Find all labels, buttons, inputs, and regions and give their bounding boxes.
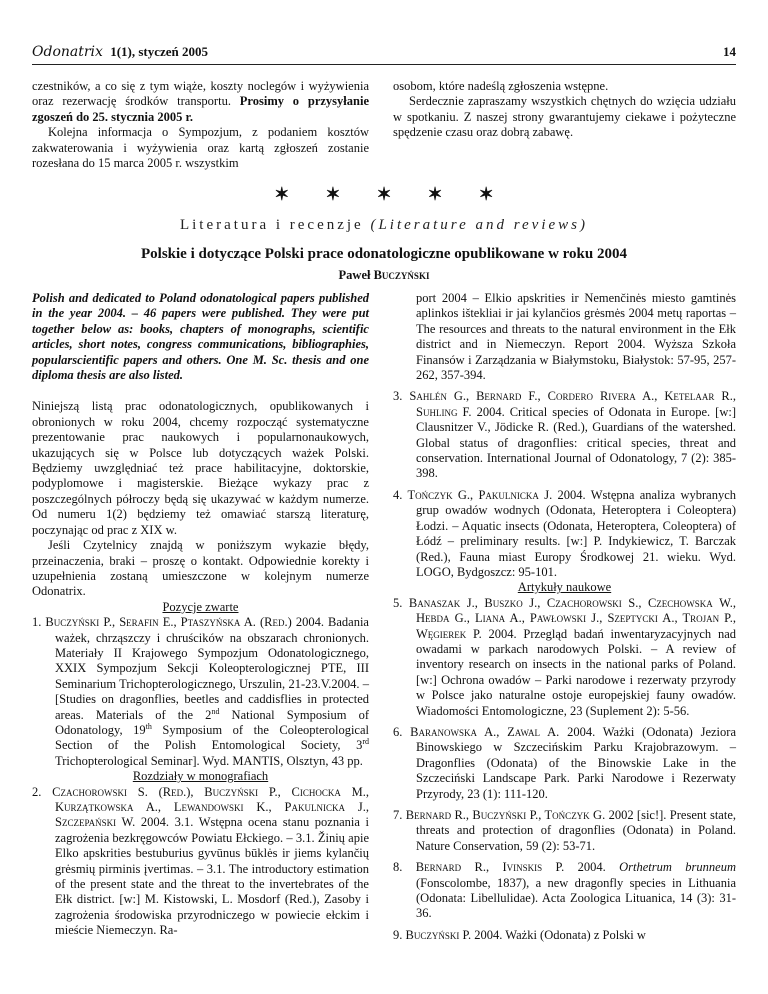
deadline-note: Prosimy o przysyłanie zgoszeń do 25. stycznia 2005 r. xyxy=(32,94,369,124)
reference-continuation: port 2004 – Elkio apskrities ir Nemenčinės miesto gamtinės aplinkos ištekliai ir jai kylančios grėsmės 2004 metų raportas – The resources and threats to the natural environment in the Ełk district and in Niemeczyn. Report 2004. Wyższa Szkoła Finansów i Zarządzania w Białymstoku, Białystok: 57-95, 257-262, 357-394. xyxy=(416,291,736,383)
paper-author xyxy=(0,268,768,283)
section-title-pl: Literatura i recenzje xyxy=(179,217,364,233)
ref-authors: 5. Banaszak J., Buszko J., Czachorowski S., Czechowska W., Hebda G., Liana A., Pawłowski J., Szeptycki A., Trojan P., Węgierek P. xyxy=(393,595,736,641)
ref-text: 2004. xyxy=(564,860,620,875)
paper-title: Polskie i dotyczące Polski prace odonatologiczne opublikowane w roku 2004 xyxy=(141,246,627,262)
top-right-paragraph-1: osobom, które nadeślą zgłoszenia wstępne. xyxy=(393,79,609,93)
ref-text: Symposium of the Coleopterological Section of the Polish Entomological Society, 3 xyxy=(55,722,369,753)
reference-item xyxy=(393,389,736,481)
top-right-column xyxy=(393,79,736,141)
heading-books: Pozycje zwarte xyxy=(162,599,239,614)
reference-item xyxy=(32,785,369,939)
reference-item xyxy=(393,725,736,802)
ref-authors: 4. Tończyk G., Pakulnicka J. xyxy=(393,487,553,502)
reference-item xyxy=(393,596,736,719)
ref-authors: 1. Buczyński P., Serafin E., Ptaszyńska A. (Red.) xyxy=(32,615,292,630)
errata-paragraph: Jeśli Czytelnicy znajdą w poniższym wykazie błędy, przeinaczenia, braki – proszę o kontakt. Odpowiednie korekty i uzupełnienia zostaną umieszczone w kolejnym numerze Odonatrix. xyxy=(32,538,369,599)
reference-item xyxy=(393,928,736,943)
ref-text: 2004. Badania ważek, chrząszczy i chruścików na obszarach chronionych. Materiały II Krajowego Sympozjum Odonatologicznego, XXIX Sympozjum Sekcji Koleopterologicznej PTE, III Seminarium Trichopterologicznego, Urszulin, 21-23.V.2004. – [Studies on dragonflies, beetles and caddisflies in protected areas. Materials of the 2 xyxy=(55,615,369,722)
ref-text: Trichopterological Seminar]. Wyd. MANTIS, Olsztyn, 43 pp. xyxy=(55,753,363,768)
top-right-paragraph-2: Serdecznie zapraszamy wszystkich chętnych do wzięcia udziału w spotkaniu. Z naszej strony gwarantujemy ciekawe i pożyteczne spędzenie czasu oraz dobrą zabawę. xyxy=(393,94,736,140)
abstract: Polish and dedicated to Poland odonatological papers published in the year 2004. – 46 papers were published. They were put together below as: books, chapters of monographs, scientific articles, short notes, congress communications, bibliographies, popularscientific papers and others. One M. Sc. thesis and one diploma thesis are also listed. xyxy=(32,291,369,383)
star-icon: ✶ xyxy=(376,184,392,204)
star-icon: ✶ xyxy=(325,184,341,204)
author-last-name: Buczyński xyxy=(373,268,430,282)
ref-sup: rd xyxy=(362,737,369,747)
ref-authors: 8. Bernard R., Ivinskis P. xyxy=(393,860,565,875)
species-name: Orthetrum brunneum xyxy=(619,860,736,875)
ref-authors: 9. Buczyński P. xyxy=(393,927,472,942)
star-icon: ✶ xyxy=(427,184,443,204)
section-title xyxy=(0,217,768,234)
reference-item xyxy=(32,615,369,769)
ref-authors: 7. Bernard R., Buczyński P., Tończyk G. xyxy=(393,808,606,822)
header-rule xyxy=(32,64,736,65)
issue-info: 1(1), styczeń 2005 xyxy=(110,44,209,59)
ref-sup: nd xyxy=(211,706,220,716)
heading-chapters: Rozdziały w monografiach xyxy=(132,769,269,784)
ref-text: 2004. Critical species of Odonata in Europe. [w:] Clausnitzer V., Jödicke R. (Red.), Guardians of the watershed. Global status of dragonflies: critical species, threat and conservation. International Journal of Odonatology, 7 (2): 385-398. xyxy=(416,404,736,481)
intro-paragraph: Niniejszą listą prac odonatologicznych, opublikowanych i obronionych w roku 2004, chcemy rozpocząć systematyczne prezentowanie prac naukowych i popularnonaukowych, ukazujących się w Polsce lub dotyczących ważek Polski. Będziemy uwzględniać też prace habilitacyjne, doktorskie, podyplomowe i magisterskie. Bieżące wykazy prac z poszczególnych półroczy będą się ukazywać w każdym numerze. Od numeru 1(2) będziemy też omawiać starszą literaturę, poczynając od prac z XIX w. xyxy=(32,399,369,537)
heading-articles: Artykuły naukowe xyxy=(517,580,612,595)
ref-text: 2004. Wstępna analiza wybranych grup owadów wodnych (Odonata, Heteroptera i Coleoptera) Łodzi. – Aquatic insects (Odonata, Heteroptera, Coleoptera) of Łódź – preliminary results. [w:] P. Indykiewicz, T. Barczak (Red.), Fauna miast Europy Środkowej 21. wieku. Wyd. LOGO, Bydgoszcz: 95-101. xyxy=(416,487,736,579)
ref-authors: 6. Baranowska A., Zawal A. xyxy=(393,724,560,739)
ref-text: 2004. 3.1. Wstępna ocena stanu poznania i zagrożenia bezkręgowców Powiatu Ełckiego. – 3.1. Žinių apie Elko apskrities bestuburius gyvūnus būklės ir jiems kylančių grėsmių pirminis įvertimas. – 3.1. The introductory estimation of the present state and the threat to the invertebrates of the Ełk district. [w:] M. Kistowski, L. Mosdorf (Red.), Zasoby i zagrożenia środowiska przyrodniczego w powiecie ełckim i mieście Niemeczyn. Ra- xyxy=(55,815,369,938)
ref-authors: 2. Czachorowski S. (Red.), Buczyński P., Cichocka M., Kurzątkowska A., Lewandowski K., Pakulnicka J., Szczepański W. xyxy=(32,784,369,830)
section-title-en: (Literature and reviews) xyxy=(370,217,589,233)
page-number: 14 xyxy=(723,44,736,59)
star-icon: ✶ xyxy=(274,184,290,204)
left-column xyxy=(32,291,369,939)
ref-text: 2004. Przegląd badań inwentaryzacyjnych nad owadami w parkach narodowych Polski. – A review of inventory research on insects in the national parks of Poland. [w:] Ochrona owadów – Parki narodowe i rezerwaty przyrody w Polsce jako naturalne ostoje europejskiej fauny owadów. Wiadomości Entomologiczne, 23 (Suplement 2): 5-56. xyxy=(416,626,736,718)
ref-authors: 3. Sahlén G., Bernard F., Cordero Rivera A., Ketelaar R., Suhling F. xyxy=(393,389,736,419)
right-column xyxy=(393,291,736,943)
ref-text: National Symposium of Odonatology, 19 xyxy=(55,707,369,737)
section-divider-stars xyxy=(0,184,768,205)
ref-sup: th xyxy=(145,721,152,731)
ref-text: 2004. Ważki (Odonata) Jeziora Binowskiego w Szczecińskim Parku Krajobrazowym. – Dragonflies (Odonata) of the Binowskie Lake in the Szczeciński Landscape Park. Parki Narodowe i Rezerwaty Przyrody, 23 (1): 111-120. xyxy=(416,724,736,801)
top-left-column xyxy=(32,79,369,171)
ref-text: 2002 [sic!]. Present state, threats and protection of dragonflies (Odonata) in Poland. Nature Conservation, 59 (2): 53-71. xyxy=(416,808,736,853)
journal-name: Odonatrix xyxy=(32,44,103,60)
ref-text: 2004. Ważki (Odonata) z Polski w xyxy=(471,927,646,942)
top-left-paragraph-2: Kolejna informacja o Sympozjum, z podaniem kosztów zakwaterowania i wyżywienia oraz kartą zgłoszeń zostanie rozesłana do 15 marca 2005 r. wszystkim xyxy=(32,125,369,171)
reference-item xyxy=(393,808,736,854)
author-first-name: Paweł xyxy=(338,268,374,282)
ref-text: (Fonscolombe, 1837), a new dragonfly species in Lithuania (Odonata: Libellulidae). Acta Zoologica Lituanica, 14 (3): 31-36. xyxy=(416,875,736,921)
reference-item xyxy=(393,860,736,922)
running-header xyxy=(32,44,736,62)
star-icon: ✶ xyxy=(478,184,494,204)
reference-item xyxy=(393,488,736,580)
top-left-paragraph-1 xyxy=(32,79,369,125)
top-left-text: czestników, a co się z tym wiąże, koszty noclegów i wyżywienia oraz rezerwację środków transportu. xyxy=(32,79,369,109)
